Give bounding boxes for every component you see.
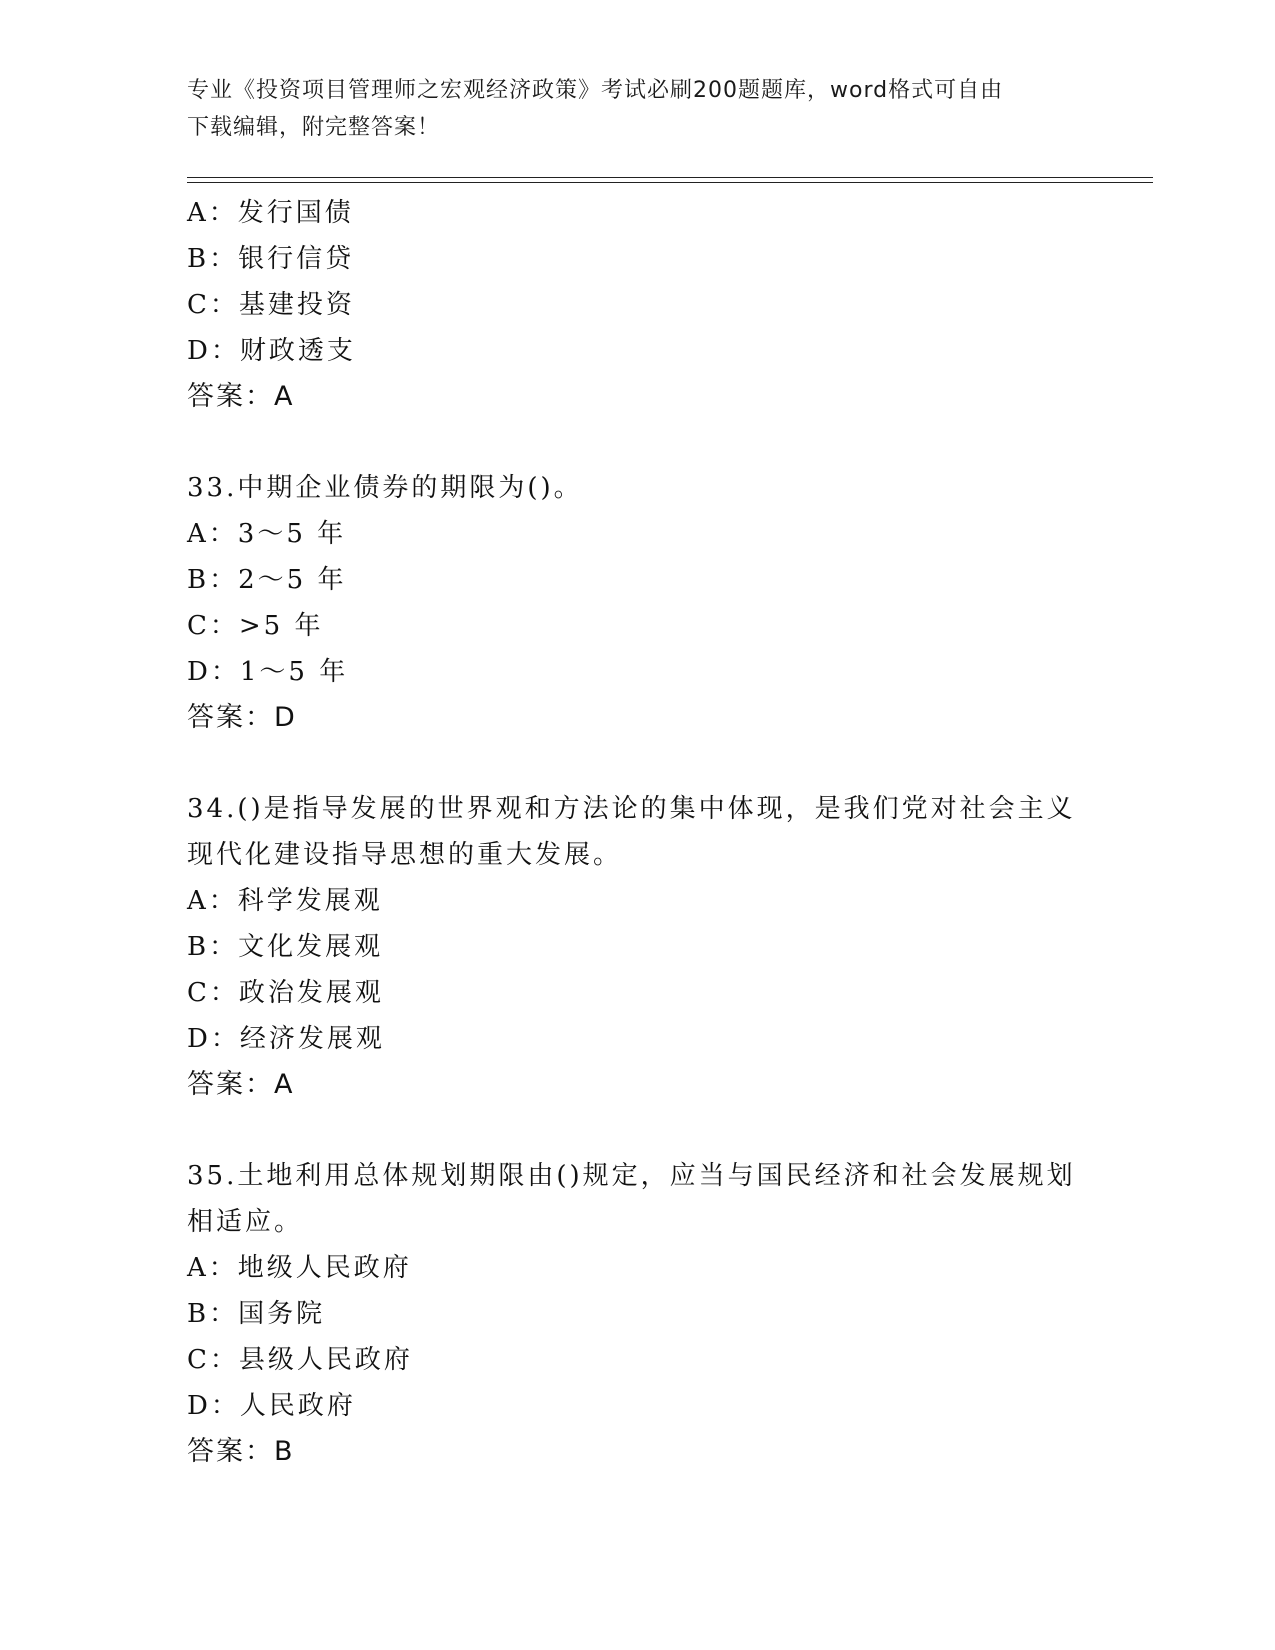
option-a: A：3～5 年 [187,519,347,549]
question-list [187,190,1087,1475]
option-a: A：发行国债 [187,198,354,228]
option-d: D：财政透支 [187,336,356,366]
option-b: B：文化发展观 [187,932,384,962]
question-stem: 33.中期企业债券的期限为()。 [187,473,583,503]
document-header [187,72,1087,146]
question-block [187,190,1087,420]
header-line-2: 下载编辑，附完整答案！ [187,115,441,140]
header-rule-bottom [187,182,1153,183]
question-stem: 35.土地利用总体规划期限由()规定，应当与国民经济和社会发展规划 [187,1161,1076,1191]
question-stem-continued: 相适应。 [187,1207,304,1237]
header-rule-top [187,177,1153,178]
option-c: C：政治发展观 [187,978,384,1008]
answer-line: 答案：D [187,702,297,733]
question-stem-continued: 现代化建设指导思想的重大发展。 [187,840,623,870]
header-line-1: 专业《投资项目管理师之宏观经济政策》考试必刷200题题库，word格式可自由 [187,78,1004,103]
option-c: C：县级人民政府 [187,1345,413,1375]
question-stem: 34.()是指导发展的世界观和方法论的集中体现，是我们党对社会主义 [187,794,1076,824]
option-b: B：2～5 年 [187,565,347,595]
question-block [187,786,1087,1108]
option-c: C：>5 年 [187,611,324,641]
answer-line: 答案：B [187,1436,295,1467]
option-a: A：地级人民政府 [187,1253,412,1283]
option-b: B：银行信贷 [187,244,355,274]
answer-line: 答案：A [187,381,295,412]
option-b: B：国务院 [187,1299,326,1329]
spacer [187,1108,1087,1153]
question-block [187,465,1087,741]
spacer [187,741,1087,786]
option-a: A：科学发展观 [187,886,383,916]
option-d: D：经济发展观 [187,1024,385,1054]
spacer [187,420,1087,465]
option-d: D：1～5 年 [187,657,349,687]
question-block [187,1153,1087,1475]
option-d: D：人民政府 [187,1391,356,1421]
answer-line: 答案：A [187,1069,295,1100]
option-c: C：基建投资 [187,290,355,320]
